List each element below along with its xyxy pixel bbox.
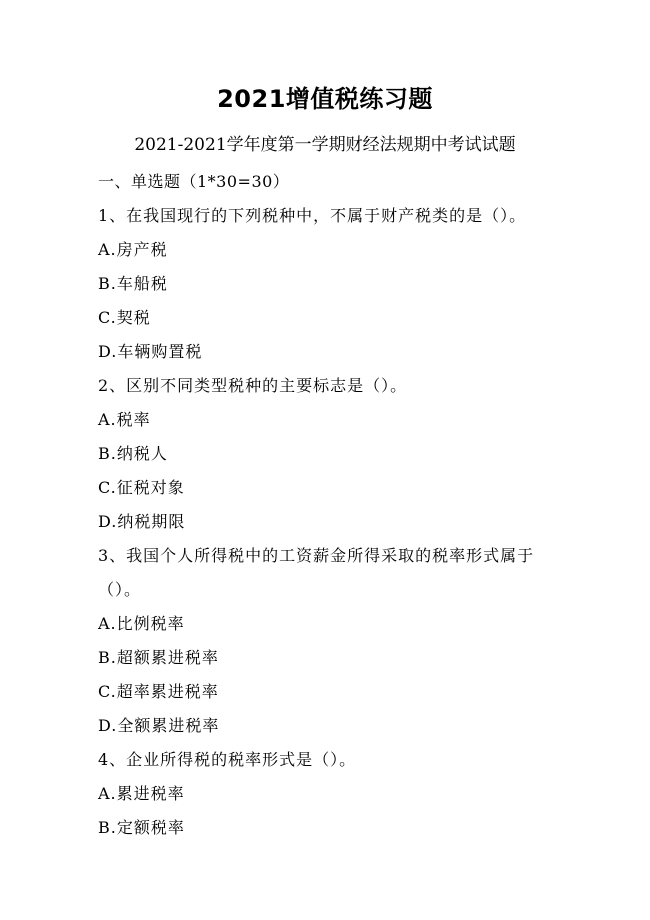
- question-4-option-a: A.累进税率: [98, 784, 185, 803]
- question-2-text: 2、区别不同类型税种的主要标志是（）。: [98, 376, 408, 395]
- document-title: 2021增值税练习题: [217, 85, 433, 113]
- question-4-option-b: B.定额税率: [98, 818, 185, 837]
- question-4-text: 4、企业所得税的税率形式是（）。: [98, 750, 357, 769]
- question-3-text-line-2: （）。: [98, 580, 142, 599]
- question-3-option-b: B.超额累进税率: [98, 648, 219, 667]
- section-heading: 一、单选题（1*30=30）: [98, 172, 290, 191]
- question-3-option-a: A.比例税率: [98, 614, 185, 633]
- question-1-option-d: D.车辆购置税: [98, 342, 203, 361]
- question-1-option-b: B.车船税: [98, 274, 168, 293]
- question-2-option-c: C.征税对象: [98, 478, 185, 497]
- question-1-option-c: C.契税: [98, 308, 151, 327]
- question-3-text-line-1: 3、我国个人所得税中的工资薪金所得采取的税率形式属于: [98, 546, 535, 565]
- document-subtitle: 2021-2021学年度第一学期财经法规期中考试试题: [134, 135, 516, 155]
- question-3-option-d: D.全额累进税率: [98, 716, 220, 735]
- question-1-option-a: A.房产税: [98, 240, 168, 259]
- question-2-option-d: D.纳税期限: [98, 512, 186, 531]
- question-2-option-b: B.纳税人: [98, 444, 168, 463]
- question-2-option-a: A.税率: [98, 410, 151, 429]
- question-3-option-c: C.超率累进税率: [98, 682, 219, 701]
- question-1-text: 1、在我国现行的下列税种中，不属于财产税类的是（）。: [98, 206, 527, 225]
